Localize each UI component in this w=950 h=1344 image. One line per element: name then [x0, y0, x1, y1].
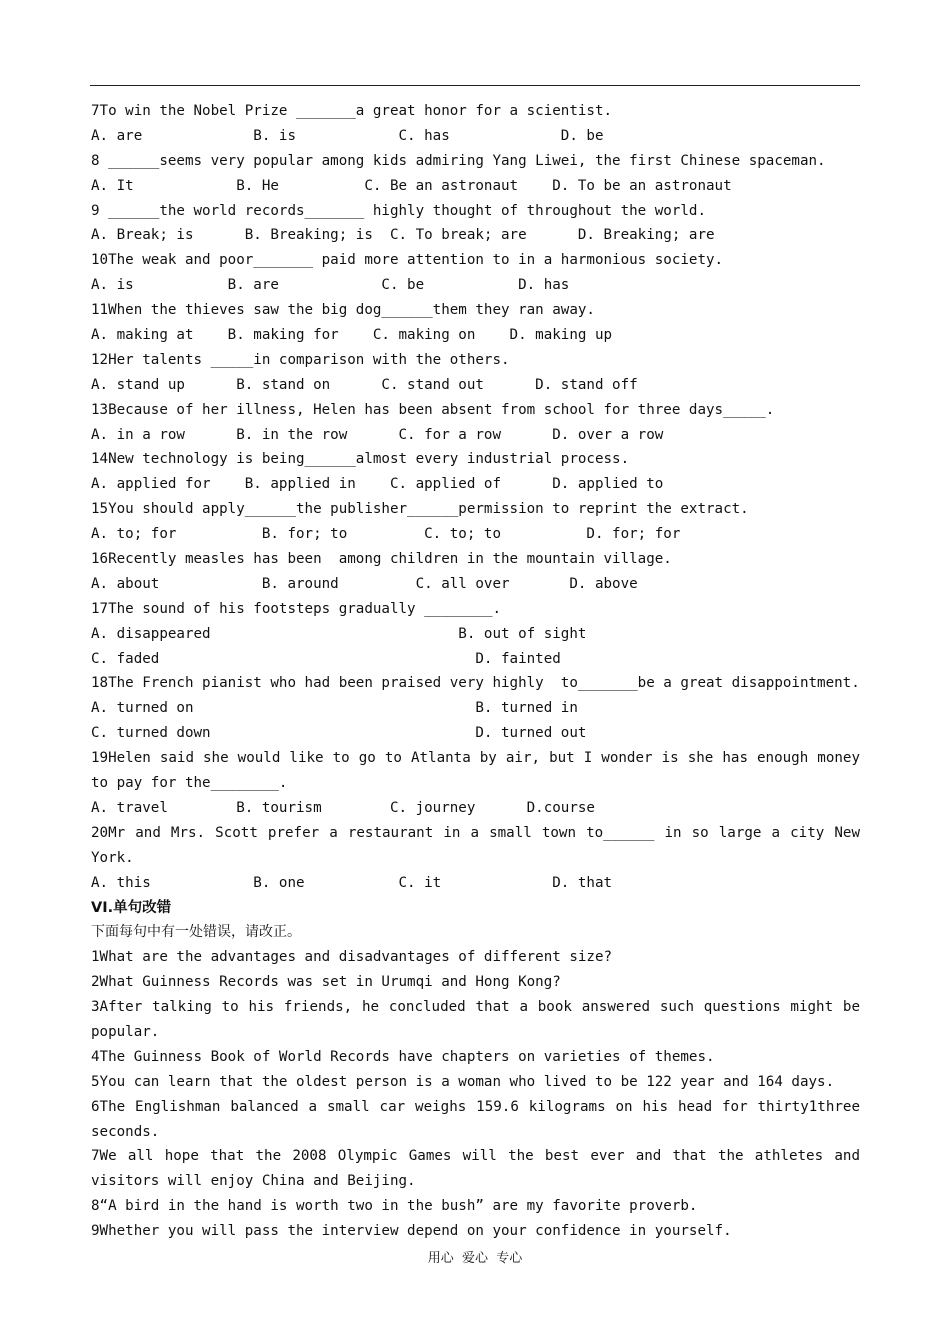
text-line: 17The sound of his footsteps gradually ________. [91, 600, 501, 617]
text-line: A. is B. are C. be D. has [91, 277, 570, 294]
section-heading: VI.单句改错 [91, 899, 172, 916]
text-line: 1What are the advantages and disadvantages of different size? [91, 949, 613, 966]
page-footer: 用心 爱心 专心 [427, 1251, 523, 1266]
text-line: 9Whether you will pass the interview depend on your confidence in yourself. [91, 1223, 732, 1240]
text-line: C. turned down D. turned out [91, 725, 587, 742]
text-line: 4The Guinness Book of World Records have chapters on varieties of themes. [91, 1048, 715, 1065]
text-line: A. this B. one C. it D. that [91, 874, 613, 891]
text-line: A. Break; is B. Breaking; is C. To break; are D. Breaking; are [91, 227, 715, 244]
text-line: popular. [91, 1023, 160, 1040]
text-line: A. making at B. making for C. making on D. making up [91, 327, 613, 344]
text-line: A. turned on B. turned in [91, 700, 578, 717]
text-line: 16Recently measles has been among children in the mountain village. [91, 551, 672, 568]
text-line: 18The French pianist who had been praised very highly to_______be a great disappointment. [91, 675, 860, 692]
text-line: 8 ______seems very popular among kids admiring Yang Liwei, the first Chinese spaceman. [91, 152, 826, 169]
text-line: 11When the thieves saw the big dog______them they ran away. [91, 302, 595, 319]
text-line: seconds. [91, 1123, 160, 1140]
text-line: 6The Englishman balanced a small car weighs 159.6 kilograms on his head for thirty1three [91, 1098, 860, 1115]
text-line: A. are B. is C. has D. be [91, 127, 604, 144]
text-line: 14New technology is being______almost every industrial process. [91, 451, 630, 468]
text-line: A. stand up B. stand on C. stand out D. stand off [91, 376, 638, 393]
text-line: 20Mr and Mrs. Scott prefer a restaurant in a small town to______ in so large a city New [91, 824, 860, 841]
text-line: 8“A bird in the hand is worth two in the bush” are my favorite proverb. [91, 1198, 698, 1215]
text-line: 15You should apply______the publisher______permission to reprint the extract. [91, 501, 749, 518]
text-line: 7We all hope that the 2008 Olympic Games will the best ever and that the athletes and [91, 1148, 860, 1165]
text-line: A. travel B. tourism C. journey D.course [91, 799, 595, 816]
text-line: A. about B. around C. all over D. above [91, 575, 638, 592]
text-line: 7To win the Nobel Prize _______a great honor for a scientist. [91, 103, 613, 119]
text-line: A. to; for B. for; to C. to; to D. for; for [91, 526, 681, 543]
text-line: 5You can learn that the oldest person is a woman who lived to be 122 year and 164 days. [91, 1073, 835, 1090]
text-line: A. disappeared B. out of sight [91, 625, 587, 642]
text-line: A. applied for B. applied in C. applied of D. applied to [91, 476, 664, 493]
text-line: A. in a row B. in the row C. for a row D. over a row [91, 426, 664, 443]
text-line: 9 ______the world records_______ highly thought of throughout the world. [91, 202, 706, 219]
text-line: 12Her talents _____in comparison with the others. [91, 351, 510, 368]
text-line: C. faded D. fainted [91, 650, 561, 667]
header-rule [90, 85, 860, 86]
text-line: 10The weak and poor_______ paid more attention to in a harmonious society. [91, 252, 724, 269]
text-line: 13Because of her illness, Helen has been absent from school for three days_____. [91, 401, 775, 418]
document-body [91, 99, 860, 1244]
section-instructions: 下面每句中有一处错误，请改正。 [91, 924, 301, 941]
text-line: 19Helen said she would like to go to Atlanta by air, but I wonder is she has enough money [91, 750, 860, 767]
text-line: 3After talking to his friends, he concluded that a book answered such questions might be [91, 999, 860, 1016]
text-line: to pay for the________. [91, 775, 288, 792]
text-line: visitors will enjoy China and Beijing. [91, 1173, 416, 1190]
text-line: York. [91, 849, 134, 866]
text-line: 2What Guinness Records was set in Urumqi and Hong Kong? [91, 974, 561, 991]
text-line: A. It B. He C. Be an astronaut D. To be an astronaut [91, 177, 732, 194]
